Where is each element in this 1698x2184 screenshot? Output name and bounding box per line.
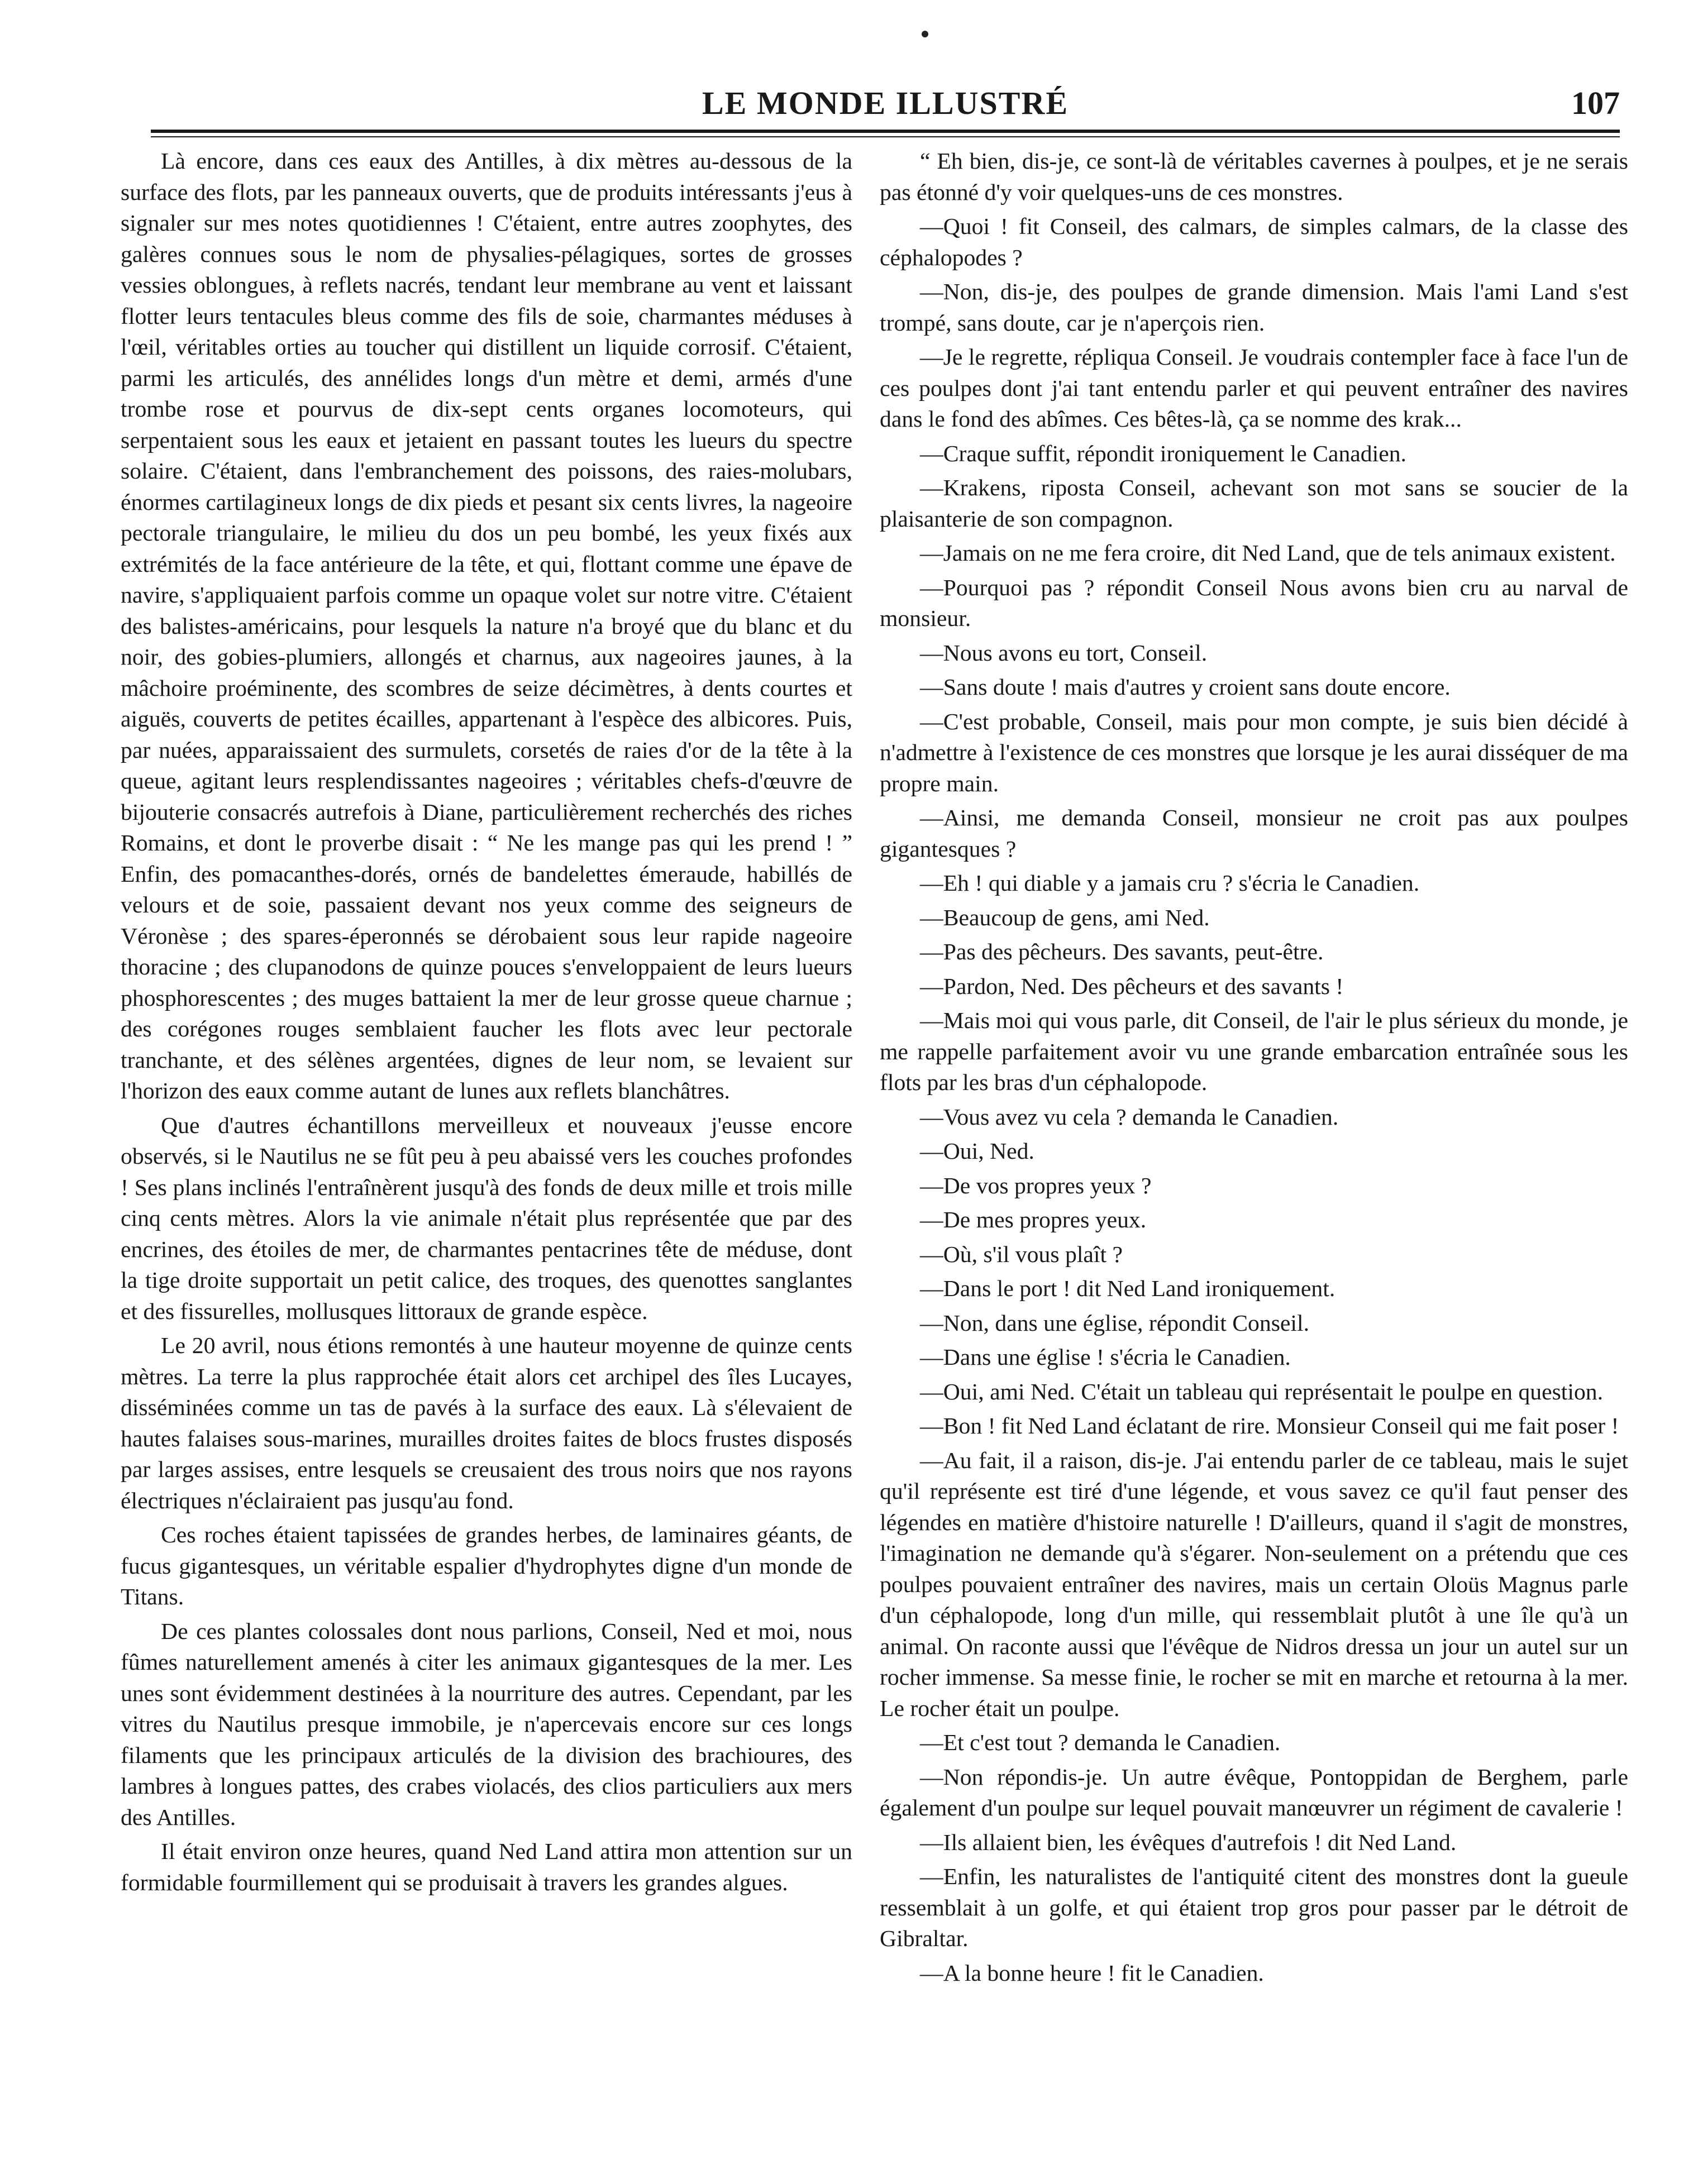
dialogue-line: —C'est probable, Conseil, mais pour mon compte, je suis bien décidé à n'admettre à l'existence de ces monstres que lorsque je les aurai disséquer de ma propre main.: [880, 709, 1628, 797]
dialogue-line: —Enfin, les naturalistes de l'antiquité citent des monstres dont la gueule ressemblait à un golfe, et qui étaient trop gros pour passer par le détroit de Gibraltar.: [880, 1864, 1628, 1952]
paragraph: Ces roches étaient tapissées de grandes herbes, de laminaires géants, de fucus gigantesques, un véritable espalier d'hydrophytes digne d'un monde de Titans.: [121, 1522, 852, 1610]
dialogue-line: —Craque suffit, répondit ironiquement le Canadien.: [920, 441, 1406, 467]
dialogue-line: —Oui, Ned.: [920, 1139, 1034, 1164]
dialogue-line: —A la bonne heure ! fit le Canadien.: [920, 1960, 1264, 1986]
journal-title: LE MONDE ILLUSTRÉ: [702, 85, 1069, 121]
dialogue-line: —Ils allaient bien, les évêques d'autrefois ! dit Ned Land.: [920, 1829, 1457, 1856]
dialogue-line: —Sans doute ! mais d'autres y croient sans doute encore.: [920, 675, 1451, 700]
dialogue-line: “ Eh bien, dis-je, ce sont-là de véritables cavernes à poulpes, et je ne serais pas étonné d'y voir quelques-uns de ces monstres.: [880, 149, 1628, 206]
dialogue-line: —Pourquoi pas ? répondit Conseil Nous avons bien cru au narval de monsieur.: [880, 575, 1628, 632]
dialogue-line: —Dans le port ! dit Ned Land ironiquement.: [920, 1276, 1335, 1302]
page-header: [151, 84, 1620, 130]
dialogue-line: —Krakens, riposta Conseil, achevant son mot sans se soucier de la plaisanterie de son compagnon.: [880, 475, 1628, 532]
right-column: [880, 146, 1628, 1992]
dialogue-line: —Au fait, il a raison, dis-je. J'ai entendu parler de ce tableau, mais le sujet qu'il représente est tiré d'une légende, et vous savez ce qu'il faut penser des légendes en matière d'histoire naturelle ! D'ailleurs, quand il s'agit de monstres, l'imagination ne demande qu'à s'égarer. Non-seulement on a prétendu que ces poulpes pouvaient entraîner des navires, mais un certain Oloüs Magnus parle d'un céphalopode, long d'un mille, qui ressemblait plutôt à une île qu'à un animal. On raconte aussi que l'évêque de Nidros dressa un jour un autel sur un rocher immense. Sa messe finie, le rocher se mit en marche et retourna à la mer. Le rocher était un poulpe.: [880, 1447, 1628, 1722]
header-rule-thin: [151, 136, 1620, 137]
dialogue-line: —Je le regrette, répliqua Conseil. Je voudrais contempler face à face l'un de ces poulpes dont j'ai tant entendu parler et qui peuvent entraîner des navires dans le fond des abîmes. Ces bêtes-là, ça se nomme des krak...: [880, 345, 1628, 432]
dialogue-line: —Et c'est tout ? demanda le Canadien.: [920, 1730, 1281, 1756]
page-number: 107: [1571, 85, 1620, 121]
dialogue-line: —Nous avons eu tort, Conseil.: [920, 640, 1208, 666]
dialogue-line: —Vous avez vu cela ? demanda le Canadien.: [920, 1104, 1339, 1130]
dialogue-line: —Pardon, Ned. Des pêcheurs et des savants !: [920, 973, 1344, 1000]
dialogue-line: —Pas des pêcheurs. Des savants, peut-être.: [920, 939, 1324, 965]
left-column: [121, 146, 852, 1899]
dialogue-line: —Mais moi qui vous parle, dit Conseil, de l'air le plus sérieux du monde, je me rappelle parfaitement avoir vu une grande embarcation entraînée sous les flots par les bras d'un céphalopode.: [880, 1008, 1628, 1096]
dialogue-line: —Oui, ami Ned. C'était un tableau qui représentait le poulpe en question.: [920, 1379, 1604, 1405]
paragraph: Là encore, dans ces eaux des Antilles, à dix mètres au-dessous de la surface des flots, par les panneaux ouverts, que de produits intéressants j'eus à signaler sur mes notes quotidiennes ! C'étaient, entre autres zoophytes, des galères connues sous le nom de physalies-pélagiques, sortes de grosses vessies oblongues, à reflets nacrés, tendant leur membrane au vent et laissant flotter leurs tentacules bleus comme des fils de soie, charmantes méduses à l'œil, véritables orties au toucher qui distillent un liquide corrosif. C'étaient, parmi les articulés, des annélides longs d'un mètre et demi, armés d'une trombe rose et pourvus de dix-sept cents organes locomoteurs, qui serpentaient sous les eaux et jetaient en passant toutes les lueurs du spectre solaire. C'étaient, dans l'embranchement des poissons, des raies-molubars, énormes cartilagineux longs de dix pieds et pesant six cents livres, la nageoire pectorale triangulaire, le milieu du dos un peu bombé, les yeux fixés aux extrémités de la face antérieure de la tête, et qui, flottant comme une épave de navire, s'appliquaient parfois comme un opaque volet sur notre vitre. C'étaient des balistes-américains, pour lesquels la nature n'a broyé que du blanc et du noir, des gobies-plumiers, allongés et charnus, aux nageoires jaunes, à la mâchoire proéminente, des scombres de seize décimètres, à dents courtes et aiguës, couverts de petites écailles, appartenant à l'espèce des albicores. Puis, par nuées, apparaissaient des surmulets, corsetés de raies d'or de la tête à la queue, agitant leurs resplendissantes nageoires ; véritables chefs-d'œuvre de bijouterie consacrés autrefois à Diane, particulièrement recherchés des riches Romains, et dont le proverbe disait : “ Ne les mange pas qui les prend ! ” Enfin, des pomacanthes-dorés, ornés de bandelettes émeraude, habillés de velours et de soie, passaient devant nos yeux comme des seigneurs de Véronèse ; des spares-éperonnés se dérobaient sous leur rapide nageoire thoracine ; des clupanodons de quinze pouces s'enveloppaient de leurs lueurs phosphorescentes ; des muges battaient la mer de leur grosse queue charnue ; des corégones rouges semblaient faucher les flots avec leur pectorale tranchante, et des sélènes argentées, dignes de leur nom, se levaient sur l'horizon des eaux comme autant de lunes aux reflets blanchâtres.: [121, 149, 852, 1104]
dialogue-line: —Non, dans une église, répondit Conseil.: [920, 1310, 1310, 1336]
dialogue-line: —De mes propres yeux.: [920, 1207, 1147, 1233]
dialogue-line: —Non, dis-je, des poulpes de grande dimension. Mais l'ami Land s'est trompé, sans doute, car je n'aperçois rien.: [880, 279, 1628, 336]
print-speck: [922, 31, 928, 37]
paragraph: Le 20 avril, nous étions remontés à une hauteur moyenne de quinze cents mètres. La terre la plus rapprochée était alors cet archipel des îles Lucayes, disséminées comme un tas de pavés à la surface des eaux. Là s'élevaient de hautes falaises sous-marines, murailles droites faites de blocs frustes disposés par larges assises, entre lesquels se creusaient des trous noirs que nos rayons électriques n'éclairaient pas jusqu'au fond.: [121, 1333, 852, 1514]
dialogue-line: —Bon ! fit Ned Land éclatant de rire. Monsieur Conseil qui me fait poser !: [920, 1413, 1619, 1439]
dialogue-line: —Quoi ! fit Conseil, des calmars, de simples calmars, de la classe des céphalopodes ?: [880, 214, 1628, 271]
dialogue-line: —Ainsi, me demanda Conseil, monsieur ne croit pas aux poulpes gigantesques ?: [880, 805, 1628, 862]
dialogue-line: —Où, s'il vous plaît ?: [920, 1241, 1123, 1268]
dialogue-line: —Jamais on ne me fera croire, dit Ned Land, que de tels animaux existent.: [920, 541, 1616, 566]
dialogue-line: —Beaucoup de gens, ami Ned.: [920, 905, 1210, 931]
paragraph: Que d'autres échantillons merveilleux et nouveaux j'eusse encore observés, si le Nautilus ne se fût peu à peu abaissé vers les couches profondes ! Ses plans inclinés l'entraînèrent jusqu'à des fonds de deux mille et trois mille cinq cents mètres. Alors la vie animale n'était plus représentée que par des encrines, des étoiles de mer, de charmantes pentacrines tête de méduse, dont la tige droite supportait un petit calice, des troques, des quenottes sanglantes et des fissurelles, mollusques littoraux de grande espèce.: [121, 1112, 852, 1325]
dialogue-line: —De vos propres yeux ?: [920, 1173, 1152, 1199]
paragraph: De ces plantes colossales dont nous parlions, Conseil, Ned et moi, nous fûmes naturellement amenés à citer les animaux gigantesques de la mer. Les unes sont évidemment destinées à la nourriture des autres. Cependant, par les vitres du Nautilus presque immobile, je n'apercevais encore sur ces longs filaments que les principaux articulés de la division des brachioures, des lambres à longues pattes, des crabes violacés, des clios particuliers aux mers des Antilles.: [121, 1618, 852, 1831]
dialogue-line: —Non répondis-je. Un autre évêque, Pontoppidan de Berghem, parle également d'un poulpe sur lequel pouvait manœuvrer un régiment de cavalerie !: [880, 1764, 1628, 1821]
dialogue-line: —Dans une église ! s'écria le Canadien.: [920, 1345, 1291, 1370]
dialogue-line: —Eh ! qui diable y a jamais cru ? s'écria le Canadien.: [920, 871, 1420, 896]
header-rule: [151, 130, 1620, 133]
paragraph: Il était environ onze heures, quand Ned Land attira mon attention sur un formidable fourmillement qui se produisait à travers les grandes algues.: [121, 1839, 852, 1896]
